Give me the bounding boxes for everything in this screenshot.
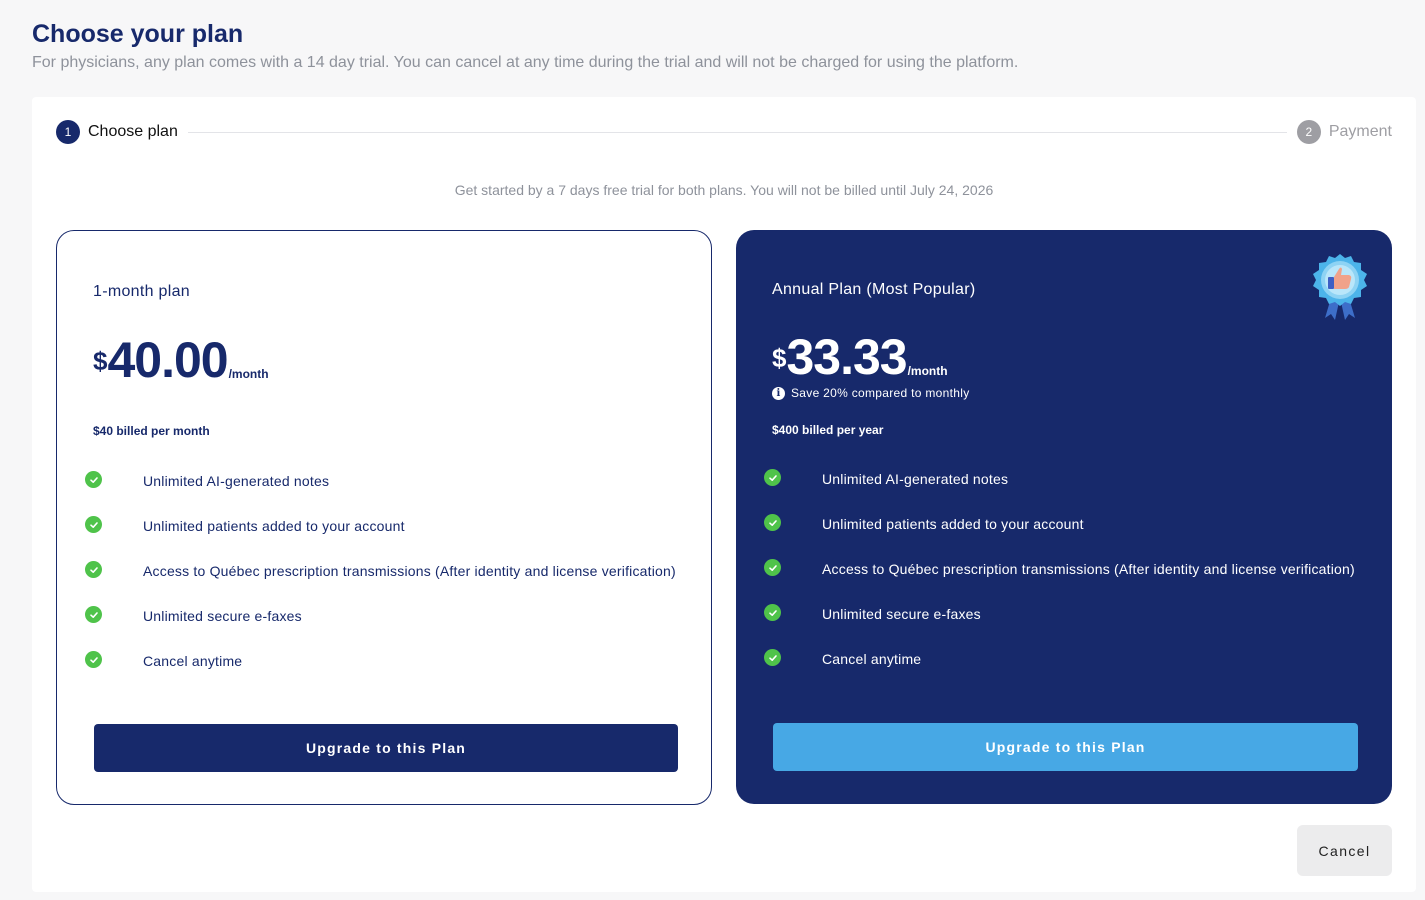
list-item bbox=[85, 469, 685, 493]
check-circle-icon bbox=[85, 606, 102, 623]
list-item bbox=[764, 467, 1364, 491]
price-currency: $ bbox=[93, 346, 108, 376]
list-item bbox=[85, 649, 685, 673]
check-circle-icon bbox=[764, 559, 781, 576]
step-label: Payment bbox=[1328, 123, 1392, 140]
billing-info: $400 billed per year bbox=[772, 423, 884, 437]
check-circle-icon bbox=[764, 514, 781, 531]
step-choose-plan[interactable] bbox=[56, 120, 178, 144]
price bbox=[772, 329, 948, 385]
plan-name: Annual Plan (Most Popular) bbox=[772, 281, 976, 298]
check-circle-icon bbox=[764, 604, 781, 621]
step-label: Choose plan bbox=[88, 123, 178, 140]
feature-list bbox=[764, 467, 1364, 692]
check-circle-icon bbox=[85, 516, 102, 533]
feature-text: Cancel anytime bbox=[143, 653, 243, 669]
page-title: Choose your plan bbox=[32, 20, 244, 48]
annual-plan-card[interactable] bbox=[736, 230, 1392, 804]
feature-list bbox=[85, 469, 685, 694]
page-subtitle: For physicians, any plan comes with a 14 day trial. You can cancel at any time during the trial and will not be charged for using the platform. bbox=[32, 54, 1019, 71]
info-icon: i bbox=[772, 387, 785, 400]
list-item bbox=[85, 604, 685, 628]
upgrade-annual-button[interactable]: Upgrade to this Plan bbox=[773, 723, 1358, 771]
list-item bbox=[764, 557, 1364, 581]
list-item bbox=[85, 514, 685, 538]
feature-text: Access to Québec prescription transmissions (After identity and license verification) bbox=[822, 561, 1355, 577]
check-circle-icon bbox=[85, 561, 102, 578]
feature-text: Unlimited AI-generated notes bbox=[822, 471, 1009, 487]
billing-info: $40 billed per month bbox=[93, 424, 210, 438]
feature-text: Access to Québec prescription transmissions (After identity and license verification) bbox=[143, 563, 676, 579]
savings-text: Save 20% compared to monthly bbox=[791, 386, 970, 400]
price bbox=[93, 332, 269, 388]
price-amount: 40.00 bbox=[107, 332, 228, 388]
feature-text: Unlimited patients added to your account bbox=[143, 518, 405, 534]
price-period: /month bbox=[907, 364, 948, 378]
price-period: /month bbox=[228, 367, 269, 381]
price-amount: 33.33 bbox=[786, 329, 907, 385]
list-item bbox=[764, 602, 1364, 626]
monthly-plan-card[interactable] bbox=[56, 230, 712, 805]
savings-note bbox=[772, 386, 970, 400]
feature-text: Unlimited secure e-faxes bbox=[143, 608, 302, 624]
thumbs-up-award-icon bbox=[1311, 252, 1369, 322]
check-circle-icon bbox=[85, 471, 102, 488]
list-item bbox=[764, 647, 1364, 671]
list-item bbox=[764, 512, 1364, 536]
plan-selection-panel bbox=[32, 97, 1416, 892]
plan-name: 1-month plan bbox=[93, 283, 190, 300]
step-payment[interactable] bbox=[1297, 120, 1392, 144]
list-item bbox=[85, 559, 685, 583]
step-number: 2 bbox=[1297, 120, 1321, 144]
feature-text: Unlimited secure e-faxes bbox=[822, 606, 981, 622]
feature-text: Unlimited patients added to your account bbox=[822, 516, 1084, 532]
upgrade-monthly-button[interactable]: Upgrade to this Plan bbox=[94, 724, 678, 772]
price-currency: $ bbox=[772, 343, 787, 373]
check-circle-icon bbox=[764, 469, 781, 486]
feature-text: Unlimited AI-generated notes bbox=[143, 473, 330, 489]
check-circle-icon bbox=[764, 649, 781, 666]
step-number: 1 bbox=[56, 120, 80, 144]
stepper-connector bbox=[188, 132, 1287, 133]
check-circle-icon bbox=[85, 651, 102, 668]
feature-text: Cancel anytime bbox=[822, 651, 922, 667]
trial-note: Get started by a 7 days free trial for both plans. You will not be billed until July 24, 2026 bbox=[454, 182, 994, 198]
stepper bbox=[56, 120, 1392, 144]
cancel-button[interactable]: Cancel bbox=[1297, 825, 1392, 876]
